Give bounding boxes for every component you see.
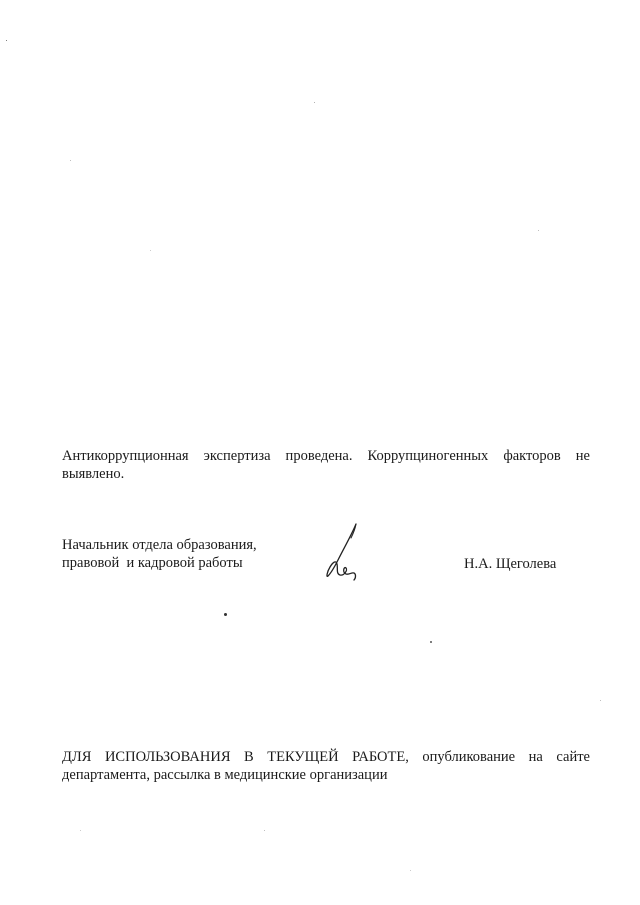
position-line-1: Начальник отдела образования, — [62, 537, 257, 553]
position-line-2: правовой и кадровой работы — [62, 555, 243, 571]
scan-speck — [410, 870, 411, 871]
handwritten-signature-icon — [318, 520, 368, 582]
anticorruption-expertise-note — [62, 447, 590, 483]
signatory-position — [62, 536, 257, 572]
scan-speck — [538, 230, 539, 231]
scan-speck — [6, 40, 7, 41]
signatory-name: Н.А. Щеголева — [464, 556, 557, 572]
scan-speck — [314, 102, 315, 103]
scan-speck — [80, 830, 81, 831]
usage-note — [62, 748, 590, 784]
scan-speck — [224, 613, 227, 616]
usage-line-2: департамента, рассылка в медицинские организации — [62, 767, 388, 783]
scan-speck — [150, 250, 151, 251]
expertise-line-2: выявлено. — [62, 466, 125, 482]
scan-speck — [264, 830, 265, 831]
expertise-line-1: Антикоррупционная экспертиза проведена. Коррупциногенных факторов не — [62, 448, 590, 464]
scan-speck — [600, 700, 601, 701]
scan-speck — [70, 160, 71, 161]
usage-line-1: ДЛЯ ИСПОЛЬЗОВАНИЯ В ТЕКУЩЕЙ РАБОТЕ, опубликование на сайте — [62, 749, 590, 765]
scan-speck — [430, 641, 432, 643]
